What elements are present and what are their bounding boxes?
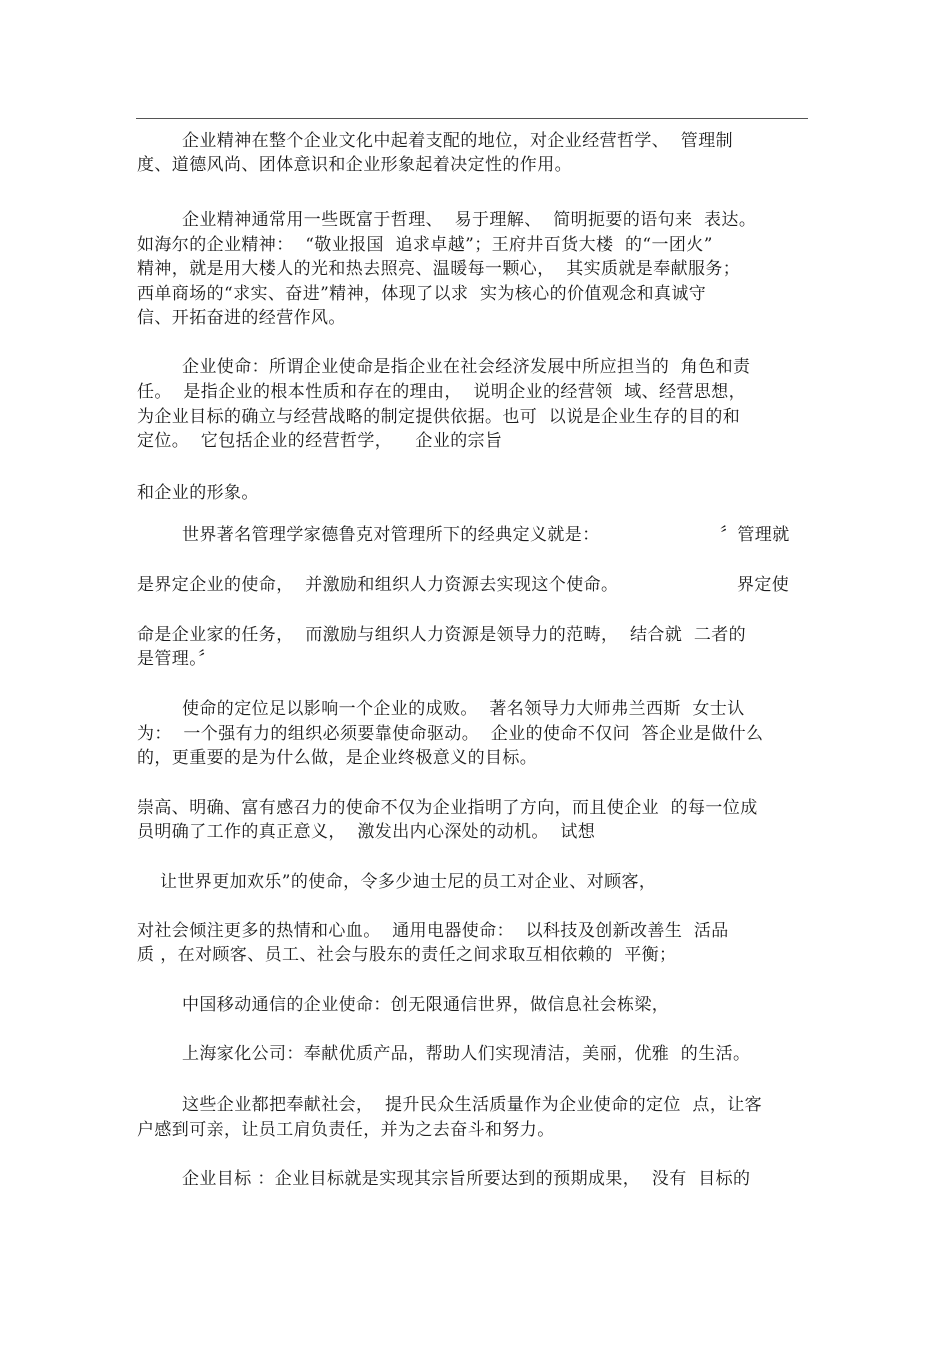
text-line: 〞管理就 (720, 525, 790, 545)
text-line: 世界著名管理学家德鲁克对管理所下的经典定义就是： (182, 525, 600, 545)
text-line: 西单商场的“求实、奋进”精神，体现了以求 实为核心的价值观念和真诚守 (137, 284, 707, 304)
text-line: 崇高、明确、富有感召力的使命不仅为企业指明了方向，而且使企业 的每一位成 (137, 798, 758, 818)
text-line: 为企业目标的确立与经营战略的制定提供依据。也可 以说是企业生存的目的和 (137, 407, 741, 427)
text-line: 是界定企业的使命， 并激励和组织人力资源去实现这个使命。 (137, 575, 619, 595)
text-line: 质 ，在对顾客、员工、社会与股东的责任之间求取互相依赖的 平衡； (137, 945, 677, 965)
text-line: 使命的定位足以影响一个企业的成败。 著名领导力大师弗兰西斯 女士认 (182, 699, 745, 719)
text-line: 为： 一个强有力的组织必须要靠使命驱动。 企业的使命不仅问 答企业是做什么 (137, 724, 764, 744)
text-line: 定位。 它包括企业的经营哲学， 企业的宗旨 (137, 431, 503, 451)
text-line: 户感到可亲，让员工肩负责任，并为之去奋斗和努力。 (137, 1120, 555, 1140)
text-line: 对社会倾注更多的热情和心血。 通用电器使命： 以科技及创新改善生 活品 (137, 921, 729, 941)
text-line: 度、道德风尚、团体意识和企业形象起着决定性的作用。 (137, 155, 572, 175)
text-line: 是管理。〞 (137, 649, 216, 669)
text-line: 员明确了工作的真正意义， 激发出内心深处的动机。 试想 (137, 822, 596, 842)
text-line: 任。 是指企业的根本性质和存在的理由， 说明企业的经营领 域、经营思想， (137, 382, 747, 402)
text-line: 精神，就是用大楼人的光和热去照亮、温暖每一颗心， 其实质就是奉献服务； (137, 259, 741, 279)
text-line: 的，更重要的是为什么做，是企业终极意义的目标。 (137, 748, 538, 768)
text-line: 上海家化公司：奉献优质产品，帮助人们实现清洁，美丽，优雅 的生活。 (182, 1044, 751, 1064)
text-line: 中国移动通信的企业使命：创无限通信世界，做信息社会栋梁， (182, 995, 670, 1015)
text-line: 和企业的形象。 (137, 483, 259, 503)
header-rule (136, 118, 808, 119)
text-line: 让世界更加欢乐”的使命，令多少迪士尼的员工对企业、对顾客， (160, 872, 657, 892)
text-line: 企业目标 ：企业目标就是实现其宗旨所要达到的预期成果， 没有 目标的 (182, 1169, 751, 1189)
text-line: 如海尔的企业精神： “敬业报国 追求卓越”；王府井百货大楼 的“一团火” (137, 235, 713, 255)
text-line: 企业精神在整个企业文化中起着支配的地位，对企业经营哲学、 管理制 (182, 131, 734, 151)
text-line: 企业使命：所谓企业使命是指企业在社会经济发展中所应担当的 角色和责 (182, 357, 751, 377)
text-line: 界定使 (737, 575, 790, 595)
text-line: 企业精神通常用一些既富于哲理、 易于理解、 简明扼要的语句来 表达。 (182, 210, 757, 230)
text-line: 信、开拓奋进的经营作风。 (137, 308, 346, 328)
text-line: 命是企业家的任务， 而激励与组织人力资源是领导力的范畴， 结合就 二者的 (137, 625, 747, 645)
text-line: 这些企业都把奉献社会， 提升民众生活质量作为企业使命的定位 点，让客 (182, 1095, 763, 1115)
